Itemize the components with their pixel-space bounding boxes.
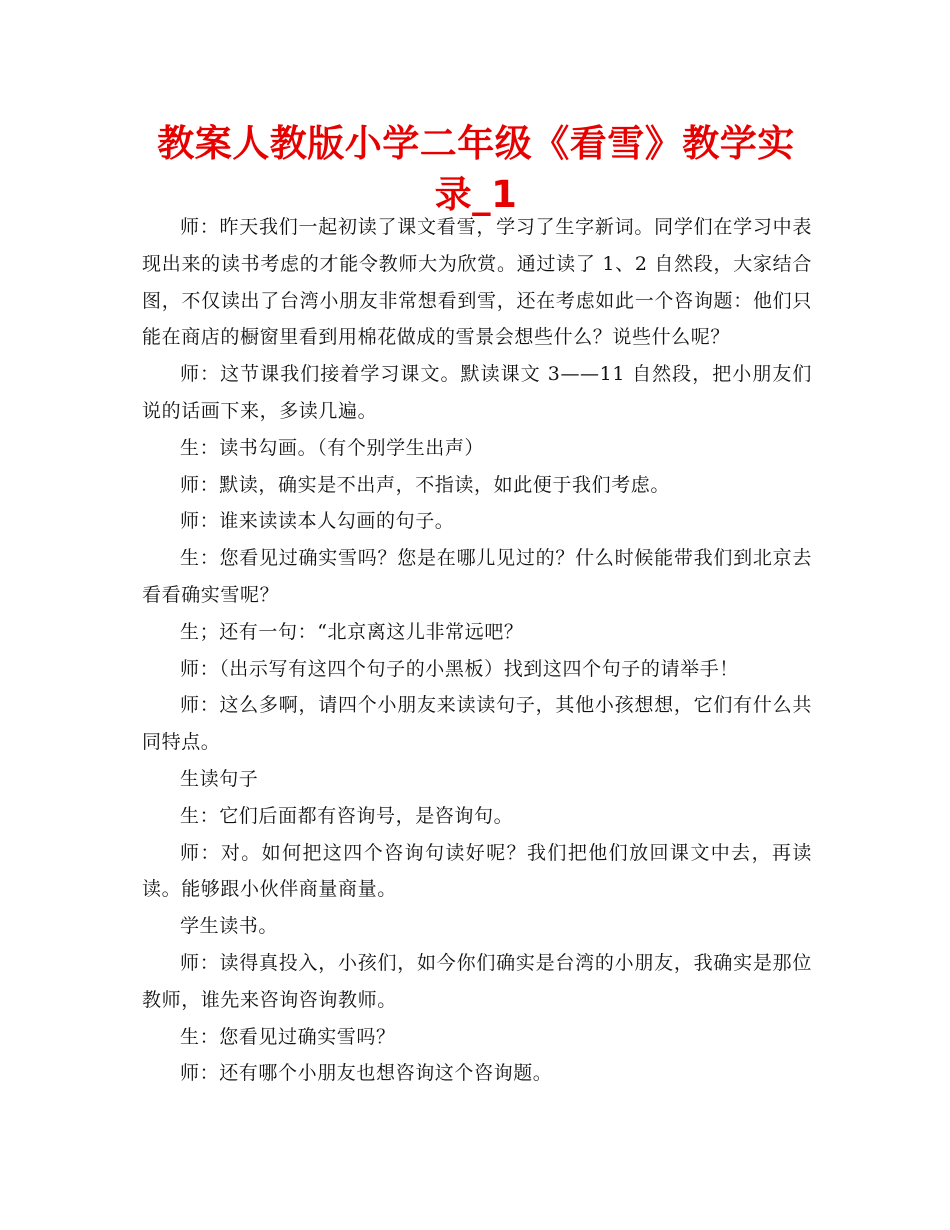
paragraph: 师：对。如何把这四个咨询句读好呢？我们把他们放回课文中去，再读读。能够跟小伙伴商量商量。 [142, 841, 812, 901]
paragraph: 师：读得真投入，小孩们，如今你们确实是台湾的小朋友，我确实是那位教师，谁先来咨询咨询教师。 [142, 951, 812, 1011]
paragraph: 学生读书。 [180, 915, 279, 938]
paragraph: 生：它们后面都有咨询号，是咨询句。 [180, 804, 514, 827]
document-title: 教案人教版小学二年级《看雪》教学实录_1 [157, 122, 795, 216]
paragraph: 生：您看见过确实雪吗？ [180, 1025, 396, 1048]
paragraph: 师：（出示写有这四个句子的小黑板）找到这四个句子的请举手！ [180, 657, 739, 680]
paragraph: 生读句子 [180, 767, 259, 790]
paragraph: 生：您看见过确实雪吗？您是在哪儿见过的？什么时候能带我们到北京去看看确实雪呢？ [142, 547, 812, 606]
paragraph: 师：还有哪个小朋友也想咨询这个咨询题。 [180, 1062, 553, 1085]
paragraph: 生；还有一句：“北京离这儿非常远吧？ [180, 620, 524, 643]
paragraph: 师：默读，确实是不出声，不指读，如此便于我们考虑。 [180, 473, 671, 496]
document-body [142, 209, 812, 1092]
paragraph: 生：读书勾画。（有个别学生出声） [180, 436, 485, 459]
paragraph: 师：这么多啊，请四个小朋友来读读句子，其他小孩想想，它们有什么共同特点。 [142, 694, 812, 754]
paragraph: 师：昨天我们一起初读了课文看雪，学习了生字新词。同学们在学习中表现出来的读书考虑的才能令教师大为欣赏。通过读了 1、2 自然段，大家结合图，不仅读出了台湾小朋友非常想看到雪，还在考虑如此一个咨询题：他们只能在商店的橱窗里看到用棉花做成的雪景会想些什么？说些什么呢？ [142, 216, 812, 349]
paragraph: 师：谁来读读本人勾画的句子。 [180, 510, 455, 533]
paragraph: 师：这节课我们接着学习课文。默读课文 3——11 自然段，把小朋友们说的话画下来，多读几遍。 [142, 363, 812, 422]
